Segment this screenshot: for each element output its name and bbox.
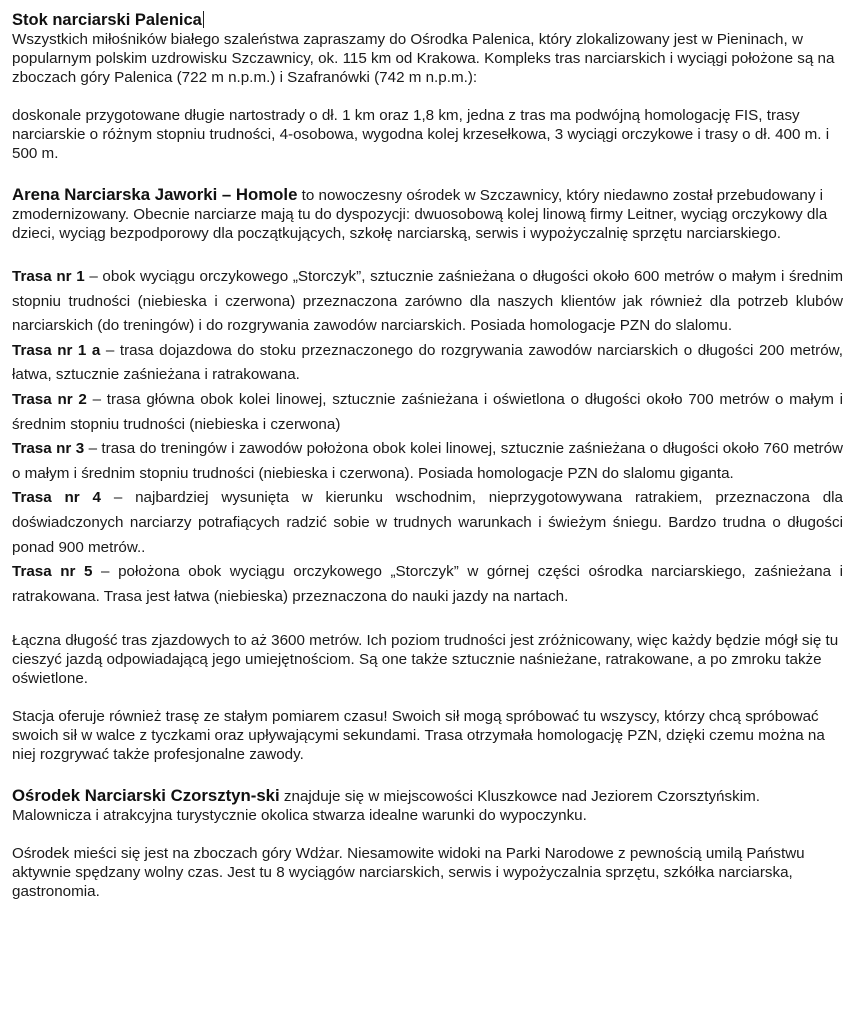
trail-item: Trasa nr 3 – trasa do treningów i zawodów położona obok kolei linowej, sztucznie zaśnieżana o długości około 760 metrów o małym i średnim stopniu trudności (niebieska i czerwona). Posiada homologacje PZN do slalomu giganta.	[12, 440, 844, 482]
section-title-palenica: Stok narciarski Palenica	[12, 11, 202, 29]
trail-label: Trasa nr 3	[12, 440, 85, 458]
trail-item: Trasa nr 4 – najbardziej wysunięta w kierunku wschodnim, nieprzygotowywana ratrakiem, przeznaczona dla doświadczonych narciarzy potrafiących radzić sobie w trudnych warunkach i świeżym śniegu. Bardzo trudna o długości ponad 900 metrów..	[12, 489, 843, 556]
text-cursor	[203, 11, 204, 28]
trail-item: Trasa nr 2 – trasa główna obok kolei linowej, sztucznie zaśnieżana i oświetlona o długości około 700 metrów o małym i średnim stopniu trudności (niebieska i czerwona)	[12, 390, 843, 433]
czorsztyn-details: Ośrodek mieści się jest na zboczach góry Wdżar. Niesamowite widoki na Parki Narodowe z pewnością umilą Państwu aktywnie spędzany wolny czas. Jest tu 8 wyciągów narciarskich, serwis i wypożyczalnia sprzętu, szkółka narciarska, gastronomia.	[12, 845, 805, 901]
trail-label: Trasa nr 4	[12, 489, 101, 507]
trail-item: Trasa nr 1 a – trasa dojazdowa do stoku przeznaczonego do rozgrywania zawodów narciarskich o długości 200 metrów, łatwa, sztucznie zaśnieżana i ratrakowana.	[12, 341, 843, 384]
trail-item: Trasa nr 5 – położona obok wyciągu orczykowego „Storczyk” w górnej części ośrodka narciarskiego, zaśnieżana i ratrakowana. Trasa jest łatwa (niebieska) przeznaczona do nauki jazdy na nartach.	[12, 563, 843, 605]
summary-timed-trail: Stacja oferuje również trasę ze stałym pomiarem czasu! Swoich sił mogą spróbować tu wszyscy, którzy chcą spróbować swoich sił w walce z tyczkami oraz upływającymi sekundami. Trasa otrzymała homologację PZN, dzięki czemu można na niej rozgrywać także profesjonalne zawody.	[12, 708, 825, 764]
jaworki-heading: Arena Narciarska Jaworki – Homole	[12, 185, 298, 204]
czorsztyn-paragraph: Ośrodek Narciarski Czorsztyn-ski znajduje się w miejscowości Kluszkowce nad Jeziorem Czorsztyńskim. Malownicza i atrakcyjna turystycznie okolica stwarza idealne warunki do wypoczynku.	[12, 786, 760, 825]
summary-length: Łączna długość tras zjazdowych to aż 3600 metrów. Ich poziom trudności jest zróżnicowany, więc każdy będzie mógł się tu cieszyć jazdą odpowiadającą jego umiejętnościom. Są one także sztucznie naśnieżane, ratrakowane, a po zmroku także oświetlone.	[12, 632, 839, 688]
czorsztyn-heading: Ośrodek Narciarski Czorsztyn-ski	[12, 786, 280, 806]
trail-label: Trasa nr 2	[12, 390, 87, 408]
palenica-details: doskonale przygotowane długie nartostrady o dł. 1 km oraz 1,8 km, jedna z tras ma podwójną homologację FIS, trasy narciarskie o różnym stopniu trudności, 4-osobowa, wygodna kolej krzesełkowa, 3 wyciągi orczykowe i trasy o dł. 400 m. i 500 m.	[12, 107, 830, 162]
trail-label: Trasa nr 5	[12, 563, 93, 581]
jaworki-paragraph: Arena Narciarska Jaworki – Homole to nowoczesny ośrodek w Szczawnicy, który niedawno został przebudowany i zmodernizowany. Obecnie narciarze mają tu do dyspozycji: dwuosobową kolej linową firmy Leitner, wyciąg orczykowy dla dzieci, wyciąg bezpodporowy dla początkujących, szkołę narciarską, serwis i wypożyczalnię sprzętu narciarskiego.	[12, 185, 828, 242]
trail-label: Trasa nr 1 a	[12, 341, 101, 359]
palenica-intro: Wszystkich miłośników białego szaleństwa zapraszamy do Ośrodka Palenica, który zlokalizowany jest w Pieninach, w popularnym polskim uzdrowisku Szczawnicy, ok. 115 km od Krakowa. Kompleks tras narciarskich i wyciągi położone są na zboczach góry Palenica (722 m n.p.m.) i Szafranówki (742 m n.p.m.):	[12, 31, 835, 86]
trail-label: Trasa nr 1	[12, 268, 85, 285]
trail-item: Trasa nr 1 – obok wyciągu orczykowego „Storczyk”, sztucznie zaśnieżana o długości około 600 metrów o małym i średnim stopniu trudności (niebieska i czerwona) przeznaczona zarówno dla naszych klientów jak również dla potrzeb klubów narciarskich (do treningów) i do rozgrywania zawodów narciarskich. Posiada homologacje PZN do slalomu.	[12, 268, 844, 335]
